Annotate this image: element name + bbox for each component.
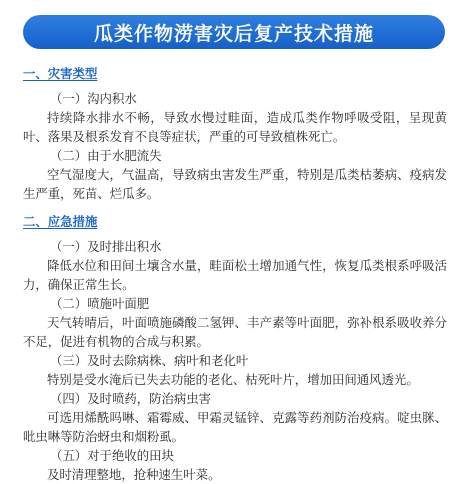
- paragraph: 及时清理整地，抢种速生叶菜。: [47, 467, 221, 482]
- paragraph: 空气湿度大，气温高，导致病虫害发生严重，特别是瓜类枯萎病、疫病发生严重，死苗、烂瓜多。: [23, 167, 447, 201]
- subheading: （一）沟内积水: [50, 91, 137, 106]
- page-title: 瓜类作物涝害灾后复产技术措施: [93, 22, 374, 45]
- subheading: （二）由于水肥流失: [50, 148, 162, 163]
- subheading: （二）喷施叶面肥: [50, 296, 150, 311]
- article-body: [23, 64, 447, 484]
- section-heading: 一、灾害类型: [23, 66, 98, 81]
- subheading: （三）及时去除病株、病叶和老化叶: [50, 353, 249, 368]
- subheading: （五）对于绝收的田块: [50, 448, 174, 463]
- title-banner: [23, 15, 445, 49]
- paragraph: 特别是受水淹后已失去功能的老化、枯死叶片，增加田间通风透光。: [47, 372, 419, 387]
- paragraph: 降低水位和田间土壤含水量，畦面松土增加通气性，恢复瓜类根系呼吸活力，确保正常生长。: [23, 258, 447, 292]
- subheading: （四）及时喷药，防治病虫害: [50, 391, 212, 406]
- paragraph: 天气转晴后，叶面喷施磷酸二氢钾、丰产素等叶面肥，弥补根系吸收养分不足，促进有机物的合成与积累。: [23, 315, 447, 349]
- paragraph: 持续降水排水不畅，导致水慢过畦面，造成瓜类作物呼吸受阻，呈现黄叶、落果及根系发育不良等症状，严重的可导致植株死亡。: [23, 110, 447, 144]
- section-heading: 二、应急措施: [23, 214, 98, 229]
- paragraph: 可选用烯酰吗啉、霜霉威、甲霜灵锰锌、克露等药剂防治疫病。啶虫脒、吡虫啉等防治蚜虫和烟粉虱。: [23, 410, 447, 444]
- subheading: （一）及时排出积水: [50, 239, 162, 254]
